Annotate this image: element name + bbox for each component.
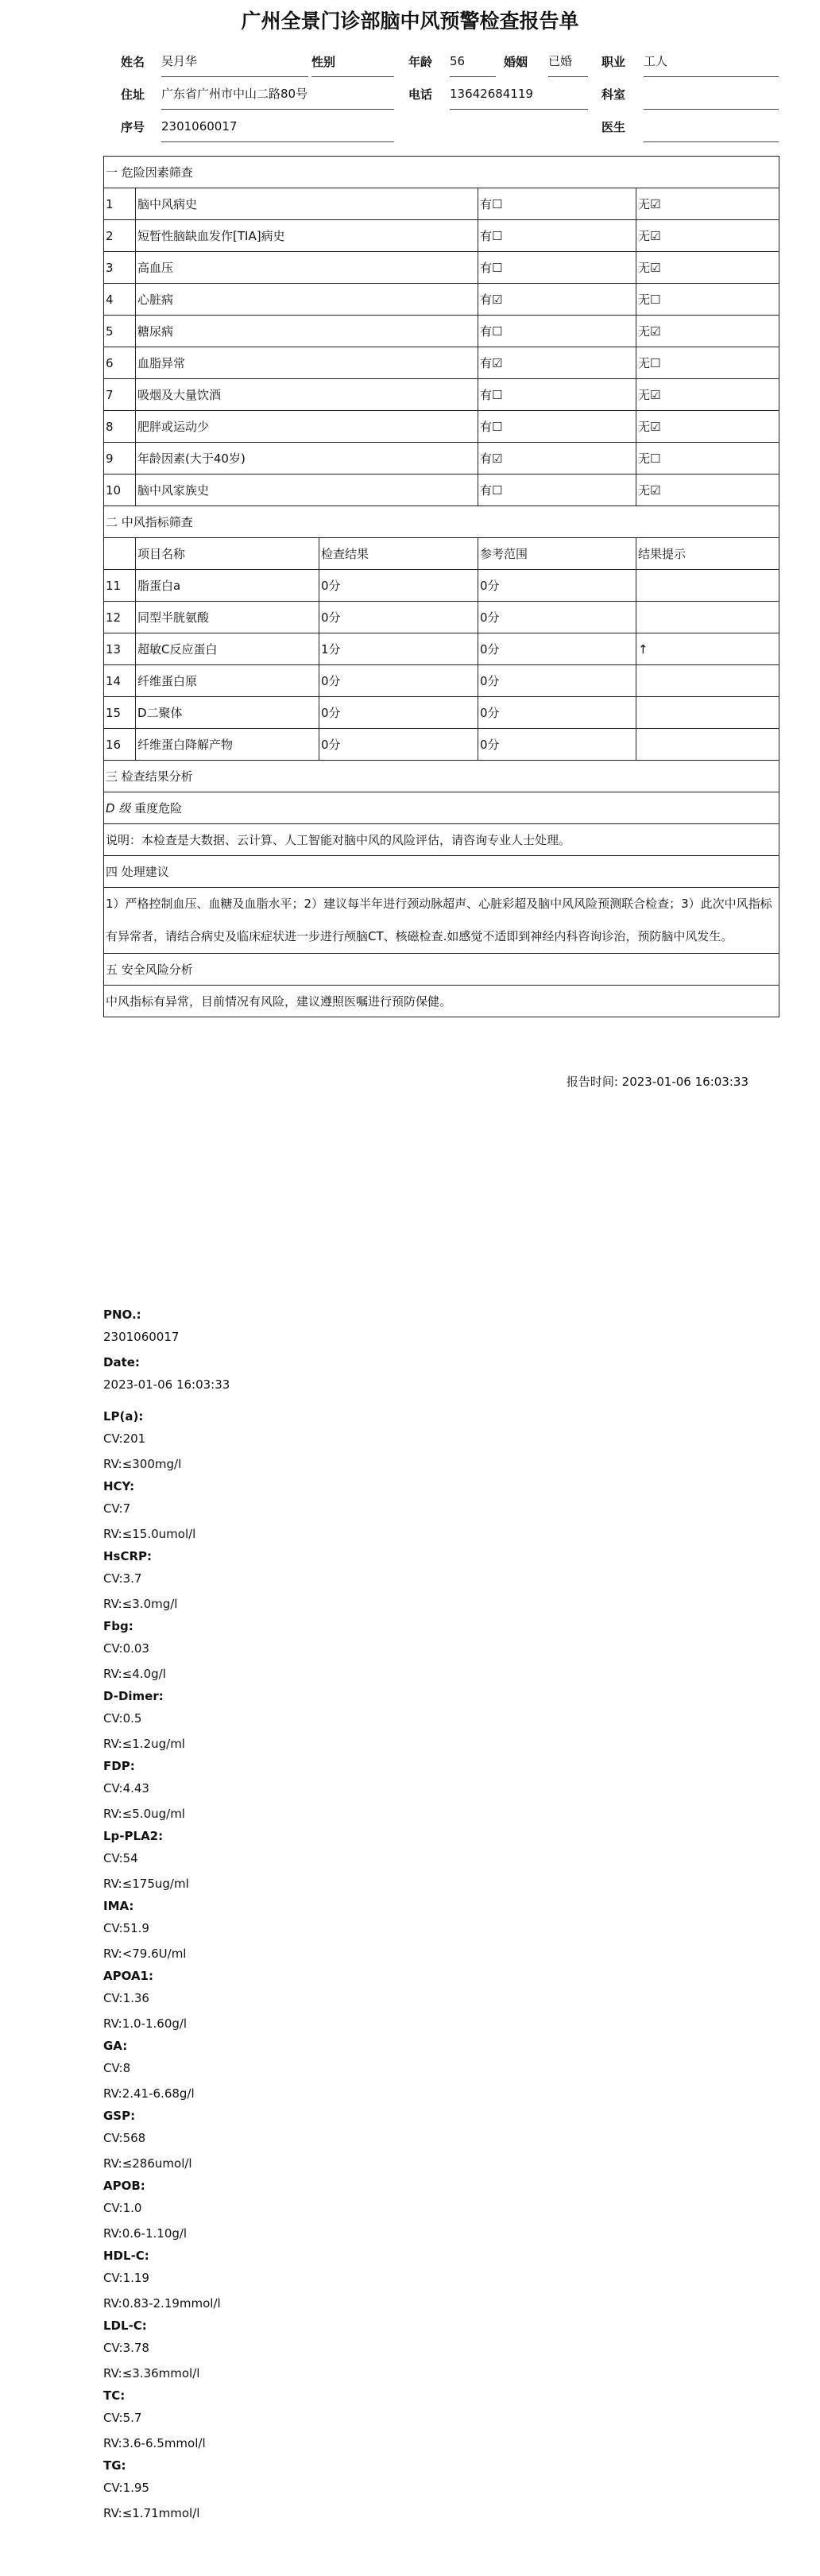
- indicator-code: TC:: [103, 2388, 126, 2403]
- list-item: [103, 1755, 659, 1825]
- risk-factor-name: 心脏病: [136, 284, 478, 316]
- current-value: CV:0.5: [103, 1711, 142, 1726]
- reference-value: RV:≤3.0mg/l: [103, 1597, 178, 1611]
- row-number: 10: [104, 475, 136, 506]
- risk-factor-name: 年龄因素(大于40岁): [136, 443, 478, 475]
- indicator-code: APOA1:: [103, 1969, 153, 1983]
- current-value: CV:7: [103, 1501, 131, 1516]
- table-row: [104, 252, 779, 284]
- table-row: [104, 220, 779, 252]
- reference-value: RV:≤15.0umol/l: [103, 1527, 196, 1541]
- age-value: 56: [450, 46, 496, 77]
- table-row: [104, 316, 779, 347]
- current-value: CV:8: [103, 2061, 131, 2075]
- current-value: CV:1.0: [103, 2201, 142, 2215]
- indicator-result: 0分: [319, 665, 478, 697]
- row-number: 14: [104, 665, 136, 697]
- table-row: [104, 697, 779, 729]
- table-row: [104, 570, 779, 602]
- current-value: CV:1.36: [103, 1991, 149, 2005]
- reference-value: RV:≤1.71mmol/l: [103, 2506, 200, 2520]
- indicator-hint: [636, 602, 779, 633]
- reference-value: RV:≤4.0g/l: [103, 1667, 166, 1681]
- list-item: [103, 1615, 659, 1685]
- grade-cell: [104, 792, 779, 824]
- risk-no-checkbox[interactable]: 无☑: [636, 252, 779, 284]
- indicator-result: 0分: [319, 570, 478, 602]
- job-label: 职业: [601, 55, 626, 69]
- current-value: CV:3.78: [103, 2341, 149, 2355]
- indicator-name: 超敏C反应蛋白: [136, 633, 319, 665]
- column-header: 结果提示: [636, 538, 779, 570]
- list-item: [103, 1475, 659, 1545]
- indicator-result: 1分: [319, 633, 478, 665]
- column-header: 参考范围: [478, 538, 636, 570]
- indicator-code: HsCRP:: [103, 1549, 153, 1563]
- marital-value: 已婚: [548, 46, 588, 77]
- page-title: 广州全景门诊部脑中风预警检查报告单: [241, 10, 579, 33]
- indicator-hint: [636, 729, 779, 761]
- gender-label: 性别: [311, 55, 336, 69]
- indicator-hint: [636, 697, 779, 729]
- grade-row: [104, 792, 779, 824]
- risk-no-checkbox[interactable]: 无☑: [636, 188, 779, 220]
- risk-yes-checkbox[interactable]: 有☐: [478, 188, 636, 220]
- risk-factor-name: 脑中风家族史: [136, 475, 478, 506]
- table-row: [104, 602, 779, 633]
- risk-no-checkbox[interactable]: 无☐: [636, 284, 779, 316]
- section-1-header: [104, 157, 779, 188]
- indicator-code: Fbg:: [103, 1619, 133, 1633]
- job-value: 工人: [644, 46, 779, 77]
- list-item: [103, 2105, 659, 2175]
- risk-no-checkbox[interactable]: 无☑: [636, 379, 779, 411]
- indicator-result: 0分: [319, 602, 478, 633]
- risk-yes-checkbox[interactable]: 有☑: [478, 443, 636, 475]
- indicator-result: 0分: [319, 729, 478, 761]
- row-number: 4: [104, 284, 136, 316]
- indicator-code: LDL-C:: [103, 2318, 147, 2333]
- indicator-result: 0分: [319, 697, 478, 729]
- risk-no-checkbox[interactable]: 无☐: [636, 443, 779, 475]
- indicator-code: HDL-C:: [103, 2249, 149, 2263]
- reference-value: RV:≤5.0ug/ml: [103, 1807, 185, 1821]
- indicator-code: GA:: [103, 2039, 128, 2053]
- table-row: [104, 475, 779, 506]
- indicator-header-row: [104, 538, 779, 570]
- list-item: [103, 2035, 659, 2105]
- indicator-name: 同型半胱氨酸: [136, 602, 319, 633]
- indicator-name: D二聚体: [136, 697, 319, 729]
- indicator-range: 0分: [478, 570, 636, 602]
- patient-info-row-1: [0, 46, 820, 78]
- current-value: CV:1.19: [103, 2271, 149, 2285]
- indicator-code: FDP:: [103, 1759, 135, 1773]
- doctor-label: 医生: [601, 120, 626, 134]
- risk-yes-checkbox[interactable]: 有☐: [478, 316, 636, 347]
- address-value: 广东省广州市中山二路80号: [161, 79, 394, 110]
- indicator-code: HCY:: [103, 1479, 135, 1493]
- name-label: 姓名: [121, 55, 145, 69]
- patient-info-row-2: [0, 79, 820, 110]
- indicator-hint: [636, 570, 779, 602]
- section-5-title: 五 安全风险分析: [104, 954, 779, 986]
- indicator-code: GSP:: [103, 2109, 136, 2123]
- note-row: [104, 824, 779, 856]
- header-blank: [104, 538, 136, 570]
- current-value: CV:51.9: [103, 1921, 149, 1935]
- row-number: 11: [104, 570, 136, 602]
- reference-value: RV:<79.6U/ml: [103, 1947, 187, 1961]
- row-number: 16: [104, 729, 136, 761]
- indicator-code: D-Dimer:: [103, 1689, 164, 1703]
- list-item: [103, 2384, 659, 2454]
- indicator-range: 0分: [478, 665, 636, 697]
- current-value: CV:3.7: [103, 1571, 142, 1586]
- risk-no-checkbox[interactable]: 无☑: [636, 316, 779, 347]
- safety-text: 中风指标有异常，目前情况有风险，建议遵照医嘱进行预防保健。: [104, 986, 779, 1017]
- section-1-title: 一 危险因素筛查: [104, 157, 779, 188]
- table-row: [104, 284, 779, 316]
- list-item: [103, 1545, 659, 1615]
- indicator-code: TG:: [103, 2458, 126, 2473]
- section-4-title: 四 处理建议: [104, 856, 779, 888]
- risk-no-checkbox[interactable]: 无☑: [636, 411, 779, 443]
- indicator-range: 0分: [478, 602, 636, 633]
- detail-items: [103, 1405, 659, 2524]
- table-row: [104, 665, 779, 697]
- indicator-range: 0分: [478, 729, 636, 761]
- list-item: [103, 1405, 659, 1475]
- indicator-hint: ↑: [636, 633, 779, 665]
- current-value: CV:1.95: [103, 2481, 149, 2495]
- report-table: [103, 156, 779, 1017]
- risk-yes-checkbox[interactable]: 有☑: [478, 347, 636, 379]
- table-row: [104, 443, 779, 475]
- reference-value: RV:0.6-1.10g/l: [103, 2226, 188, 2241]
- report-time: 报告时间: 2023-01-06 16:03:33: [566, 1075, 748, 1089]
- risk-factor-name: 短暂性脑缺血发作[TIA]病史: [136, 220, 478, 252]
- indicator-name: 纤维蛋白原: [136, 665, 319, 697]
- column-header: 项目名称: [136, 538, 319, 570]
- risk-yes-checkbox[interactable]: 有☐: [478, 220, 636, 252]
- current-value: CV:54: [103, 1851, 138, 1865]
- date-value: 2023-01-06 16:03:33: [103, 1377, 230, 1392]
- reference-value: RV:≤175ug/ml: [103, 1877, 189, 1891]
- table-row: [104, 188, 779, 220]
- row-number: 7: [104, 379, 136, 411]
- dept-value: [644, 79, 779, 110]
- risk-yes-checkbox[interactable]: 有☐: [478, 411, 636, 443]
- indicator-hint: [636, 665, 779, 697]
- section-3-header: [104, 761, 779, 792]
- section-4-header: [104, 856, 779, 888]
- indicator-code: APOB:: [103, 2179, 145, 2193]
- advice-row: [104, 888, 779, 954]
- row-number: 13: [104, 633, 136, 665]
- section-2-header: [104, 506, 779, 538]
- pno-label: PNO.:: [103, 1307, 141, 1322]
- row-number: 1: [104, 188, 136, 220]
- list-item: [103, 1825, 659, 1895]
- risk-yes-checkbox[interactable]: 有☐: [478, 252, 636, 284]
- phone-label: 电话: [408, 87, 433, 102]
- pno-value: 2301060017: [103, 1330, 180, 1344]
- dept-label: 科室: [601, 87, 626, 102]
- list-item: [103, 1965, 659, 2035]
- risk-grade-text: 重度危险: [134, 801, 183, 815]
- reference-value: RV:1.0-1.60g/l: [103, 2016, 188, 2031]
- table-row: [104, 347, 779, 379]
- gender-value: [311, 46, 394, 77]
- indicator-range: 0分: [478, 633, 636, 665]
- row-number: 6: [104, 347, 136, 379]
- row-number: 12: [104, 602, 136, 633]
- row-number: 2: [104, 220, 136, 252]
- column-header: 检查结果: [319, 538, 478, 570]
- indicator-code: IMA:: [103, 1899, 134, 1913]
- risk-no-checkbox[interactable]: 无☑: [636, 220, 779, 252]
- row-number: 15: [104, 697, 136, 729]
- table-row: [104, 729, 779, 761]
- row-number: 5: [104, 316, 136, 347]
- section-5-header: [104, 954, 779, 986]
- risk-factor-name: 吸烟及大量饮酒: [136, 379, 478, 411]
- phone-value: 13642684119: [450, 79, 588, 110]
- patient-info-row-3: [0, 111, 820, 143]
- risk-no-checkbox[interactable]: 无☑: [636, 475, 779, 506]
- name-value: 吴月华: [161, 46, 308, 77]
- risk-yes-checkbox[interactable]: 有☐: [478, 475, 636, 506]
- table-row: [104, 411, 779, 443]
- age-label: 年龄: [408, 55, 433, 69]
- reference-value: RV:0.83-2.19mmol/l: [103, 2296, 221, 2311]
- current-value: CV:5.7: [103, 2411, 142, 2425]
- detail-list: [103, 1303, 659, 2524]
- risk-no-checkbox[interactable]: 无☐: [636, 347, 779, 379]
- row-number: 9: [104, 443, 136, 475]
- reference-value: RV:≤1.2ug/ml: [103, 1737, 185, 1751]
- reference-value: RV:≤3.36mmol/l: [103, 2366, 200, 2380]
- indicator-name: 脂蛋白a: [136, 570, 319, 602]
- risk-yes-checkbox[interactable]: 有☐: [478, 379, 636, 411]
- indicator-range: 0分: [478, 697, 636, 729]
- serial-value: 2301060017: [161, 111, 394, 142]
- risk-factor-name: 血脂异常: [136, 347, 478, 379]
- risk-factor-name: 高血压: [136, 252, 478, 284]
- list-item: [103, 2175, 659, 2245]
- reference-value: RV:2.41-6.68g/l: [103, 2086, 195, 2101]
- list-item: [103, 1895, 659, 1965]
- analysis-note: 说明：本检查是大数据、云计算、人工智能对脑中风的风险评估，请咨询专业人士处理。: [104, 824, 779, 856]
- date-label: Date:: [103, 1355, 140, 1369]
- current-value: CV:568: [103, 2131, 146, 2145]
- section-3-title: 三 检查结果分析: [104, 761, 779, 792]
- list-item: [103, 2245, 659, 2315]
- marital-label: 婚姻: [504, 55, 528, 69]
- address-label: 住址: [121, 87, 145, 102]
- list-item: [103, 1685, 659, 1755]
- list-item: [103, 2315, 659, 2384]
- risk-grade: D 级: [106, 801, 131, 815]
- reference-value: RV:≤300mg/l: [103, 1457, 182, 1471]
- risk-factor-name: 脑中风病史: [136, 188, 478, 220]
- reference-value: RV:3.6-6.5mmol/l: [103, 2436, 206, 2450]
- indicator-code: LP(a):: [103, 1409, 144, 1424]
- reference-value: RV:≤286umol/l: [103, 2156, 192, 2171]
- section-2-title: 二 中风指标筛查: [104, 506, 779, 538]
- risk-yes-checkbox[interactable]: 有☑: [478, 284, 636, 316]
- indicator-code: Lp-PLA2:: [103, 1829, 164, 1843]
- advice-text: 1）严格控制血压、血糖及血脂水平；2）建议每半年进行颈动脉超声、心脏彩超及脑中风风险预测联合检查；3）此次中风指标有异常者，请结合病史及临床症状进一步进行颅脑CT、核磁检查.如感觉不适即到神经内科咨询诊治，预防脑中风发生。: [104, 888, 779, 954]
- current-value: CV:201: [103, 1431, 146, 1446]
- list-item: [103, 2454, 659, 2524]
- risk-factor-name: 糖尿病: [136, 316, 478, 347]
- safety-row: [104, 986, 779, 1017]
- row-number: 3: [104, 252, 136, 284]
- row-number: 8: [104, 411, 136, 443]
- table-row: [104, 379, 779, 411]
- doctor-value: [644, 111, 779, 142]
- current-value: CV:0.03: [103, 1641, 149, 1656]
- serial-label: 序号: [121, 120, 145, 134]
- current-value: CV:4.43: [103, 1781, 149, 1795]
- risk-factor-name: 肥胖或运动少: [136, 411, 478, 443]
- indicator-name: 纤维蛋白降解产物: [136, 729, 319, 761]
- table-row: [104, 633, 779, 665]
